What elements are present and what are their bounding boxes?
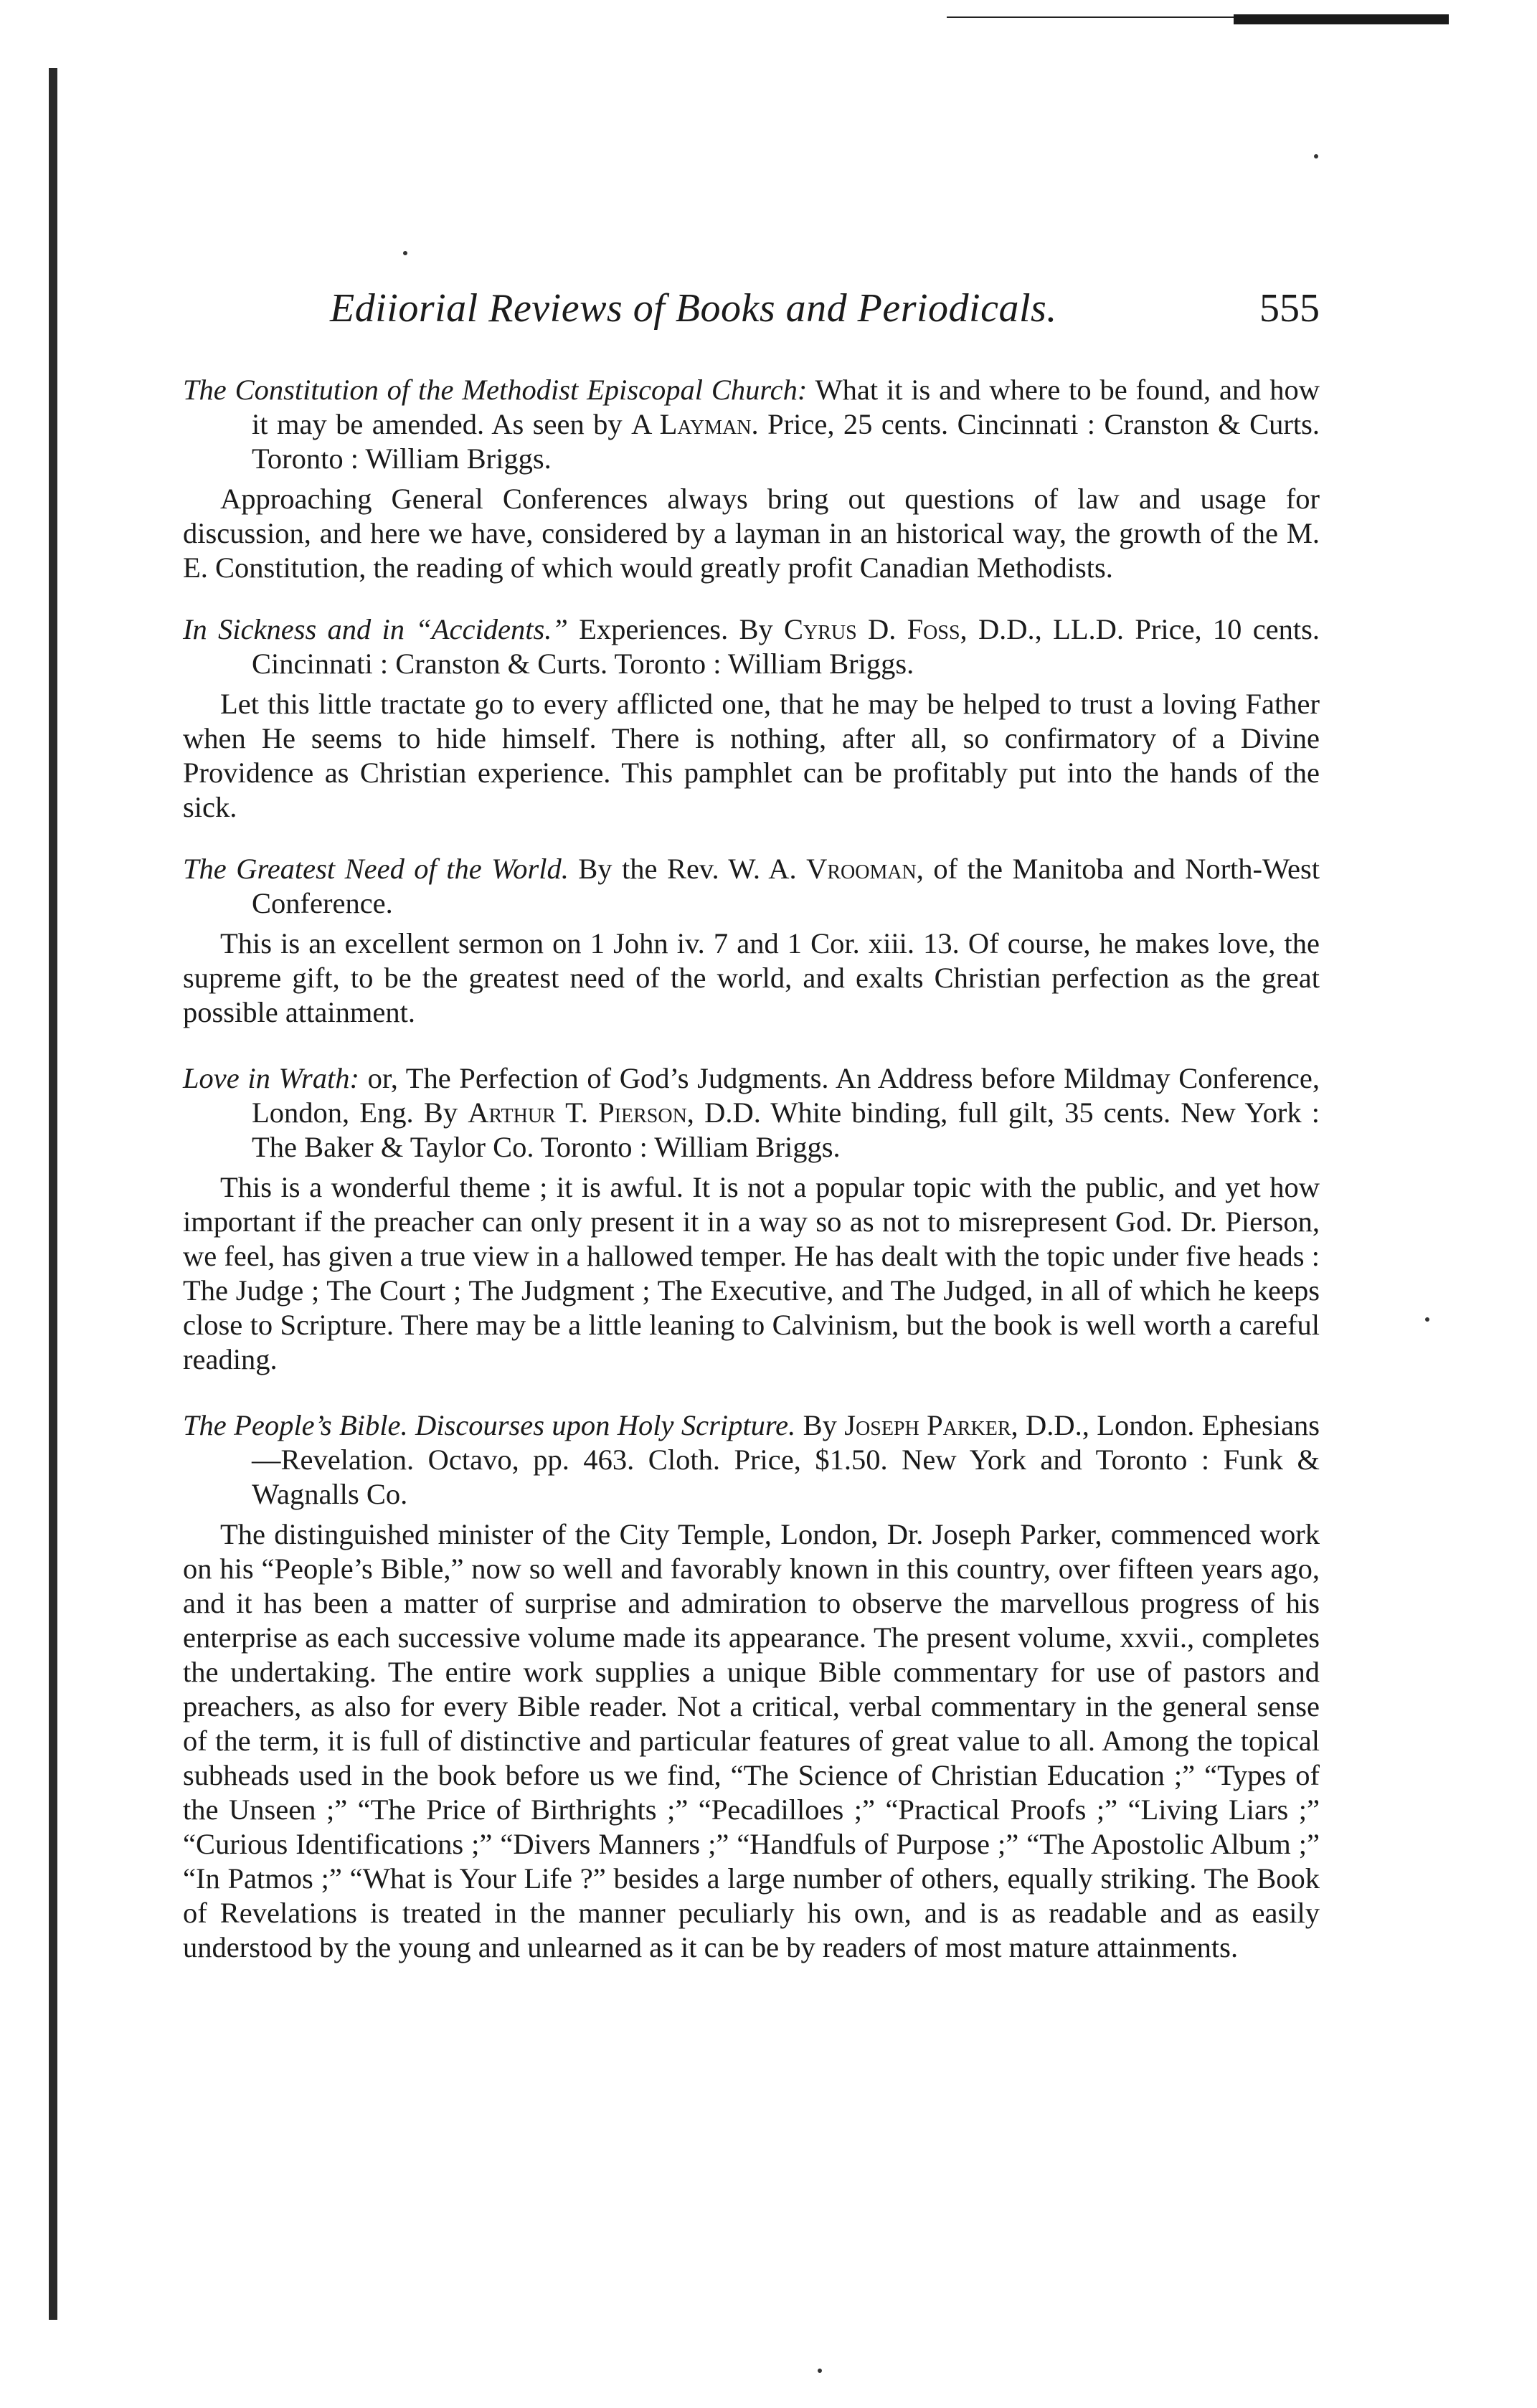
review-text: This is an excellent sermon on 1 John iv. 7 and 1 Cor. xiii. 13. Of course, he makes love, the supreme gift, to be the greatest need of the world, and exalts Christian perfection as the great possible attainment. bbox=[183, 927, 1320, 1028]
book-details: By the Rev. W. A. bbox=[578, 853, 797, 885]
page-speck bbox=[1314, 154, 1318, 158]
book-citation bbox=[183, 612, 1320, 681]
review-entry bbox=[183, 373, 1320, 585]
running-header bbox=[186, 285, 1320, 343]
book-details: or, The Perfection of God’s Judgments. An Address before Mildmay Conference, London, Eng. By bbox=[252, 1062, 1320, 1129]
book-publication: D.D., LL.D. Price, 10 cents. Cincinnati : Cranston & Curts. Toronto : William Briggs. bbox=[252, 613, 1320, 680]
book-author: Joseph Parker, bbox=[844, 1409, 1018, 1441]
review-entry bbox=[183, 612, 1320, 825]
book-publication: D.D. White binding, full gilt, 35 cents. New York : The Baker & Taylor Co. Toronto : William Briggs. bbox=[252, 1096, 1320, 1163]
review-text: The distinguished minister of the City Temple, London, Dr. Joseph Parker, commenced work on his “People’s Bible,” now so well and favorably known in this country, over fifteen years ago, and it has been a matter of surprise and admiration to observe the marvellous progress of his enterprise as each successive volume made its appearance. The present volume, xxvii., completes the undertaking. The entire work supplies a unique Bible commentary for use of pastors and preachers, as also for every Bible reader. Not a critical, verbal commentary in the general sense of the term, it is full of distinctive and particular features of great value to all. Among the topical subheads used in the book before us we find, “The Science of Christian Education ;” “Types of the Unseen ;” “The Price of Birthrights ;” “Pecadilloes ;” “Practical Proofs ;” “Living Liars ;” “Curious Identifications ;” “Divers Manners ;” “Handfuls of Purpose ;” “The Apostolic Album ;” “In Patmos ;” “What is Your Life ?” besides a large number of others, equally striking. The Book of Revelations is treated in the manner peculiarly his own, and is as readable and as easily understood by the young and unlearned as it can be by readers of most mature attainments. bbox=[183, 1518, 1320, 1963]
page-speck bbox=[818, 2369, 822, 2373]
book-title: Love in Wrath: bbox=[183, 1062, 359, 1094]
book-publication: of the Manitoba and North-West Conference. bbox=[252, 853, 1320, 919]
book-author: Arthur T. Pierson, bbox=[468, 1096, 694, 1129]
book-title: The Constitution of the Methodist Episcopal Church: bbox=[183, 374, 808, 406]
running-title: Ediiorial Reviews of Books and Periodicals. bbox=[330, 286, 1057, 331]
book-details: By bbox=[803, 1409, 837, 1441]
page-body bbox=[183, 373, 1320, 1965]
review-entry bbox=[183, 1061, 1320, 1377]
binding-edge bbox=[49, 68, 57, 2320]
book-citation bbox=[183, 852, 1320, 921]
review-entry bbox=[183, 1408, 1320, 1965]
book-citation bbox=[183, 373, 1320, 476]
book-citation bbox=[183, 1061, 1320, 1165]
book-title: The Greatest Need of the World. bbox=[183, 853, 569, 885]
review-text: Approaching General Conferences always bring out questions of law and usage for discussion, and here we have, considered by a layman in an historical way, the growth of the M. E. Constitution, the reading of which would greatly profit Canadian Methodists. bbox=[183, 483, 1320, 584]
book-author: A Layman. bbox=[631, 408, 759, 440]
review-text: This is a wonderful theme ; it is awful. It is not a popular topic with the public, and yet how important if the preacher can only present it in a way so as not to misrepresent God. Dr. Pierson, we feel, has given a true view in a hallowed temper. He has dealt with the topic under five heads : The Judge ; The Court ; The Judgment ; The Executive, and The Judged, in all of which he keeps close to Scripture. There may be a little leaning to Calvinism, but the book is well worth a careful reading. bbox=[183, 1171, 1320, 1375]
book-citation bbox=[183, 1408, 1320, 1512]
top-rule bbox=[947, 14, 1449, 22]
review-text: Let this little tractate go to every afflicted one, that he may be helped to trust a loving Father when He seems to hide himself. There is nothing, after all, so confirmatory of a Divine Providence as Christian experience. This pamphlet can be profitably put into the hands of the sick. bbox=[183, 688, 1320, 823]
book-author: Vrooman, bbox=[806, 853, 924, 885]
page-number: 555 bbox=[1259, 286, 1320, 331]
top-rule-thick bbox=[1234, 14, 1449, 24]
book-title: The People’s Bible. Discourses upon Holy Scripture. bbox=[183, 1409, 796, 1441]
top-rule-thin bbox=[947, 16, 1234, 18]
book-details: Experiences. By bbox=[579, 613, 773, 645]
book-title: In Sickness and in “Accidents.” bbox=[183, 613, 568, 645]
book-publication: Price, 25 cents. Cincinnati : Cranston & Curts. Toronto : William Briggs. bbox=[252, 408, 1320, 475]
page-speck bbox=[1425, 1317, 1429, 1322]
book-details: What it is and where to be found, and how it may be amended. As seen by bbox=[252, 374, 1320, 440]
book-publication: D.D., London. Ephesians—Revelation. Octavo, pp. 463. Cloth. Price, $1.50. New York and Toronto : Funk & Wagnalls Co. bbox=[252, 1409, 1320, 1510]
book-author: Cyrus D. Foss, bbox=[784, 613, 968, 645]
page-speck bbox=[403, 251, 407, 255]
review-entry bbox=[183, 852, 1320, 1030]
